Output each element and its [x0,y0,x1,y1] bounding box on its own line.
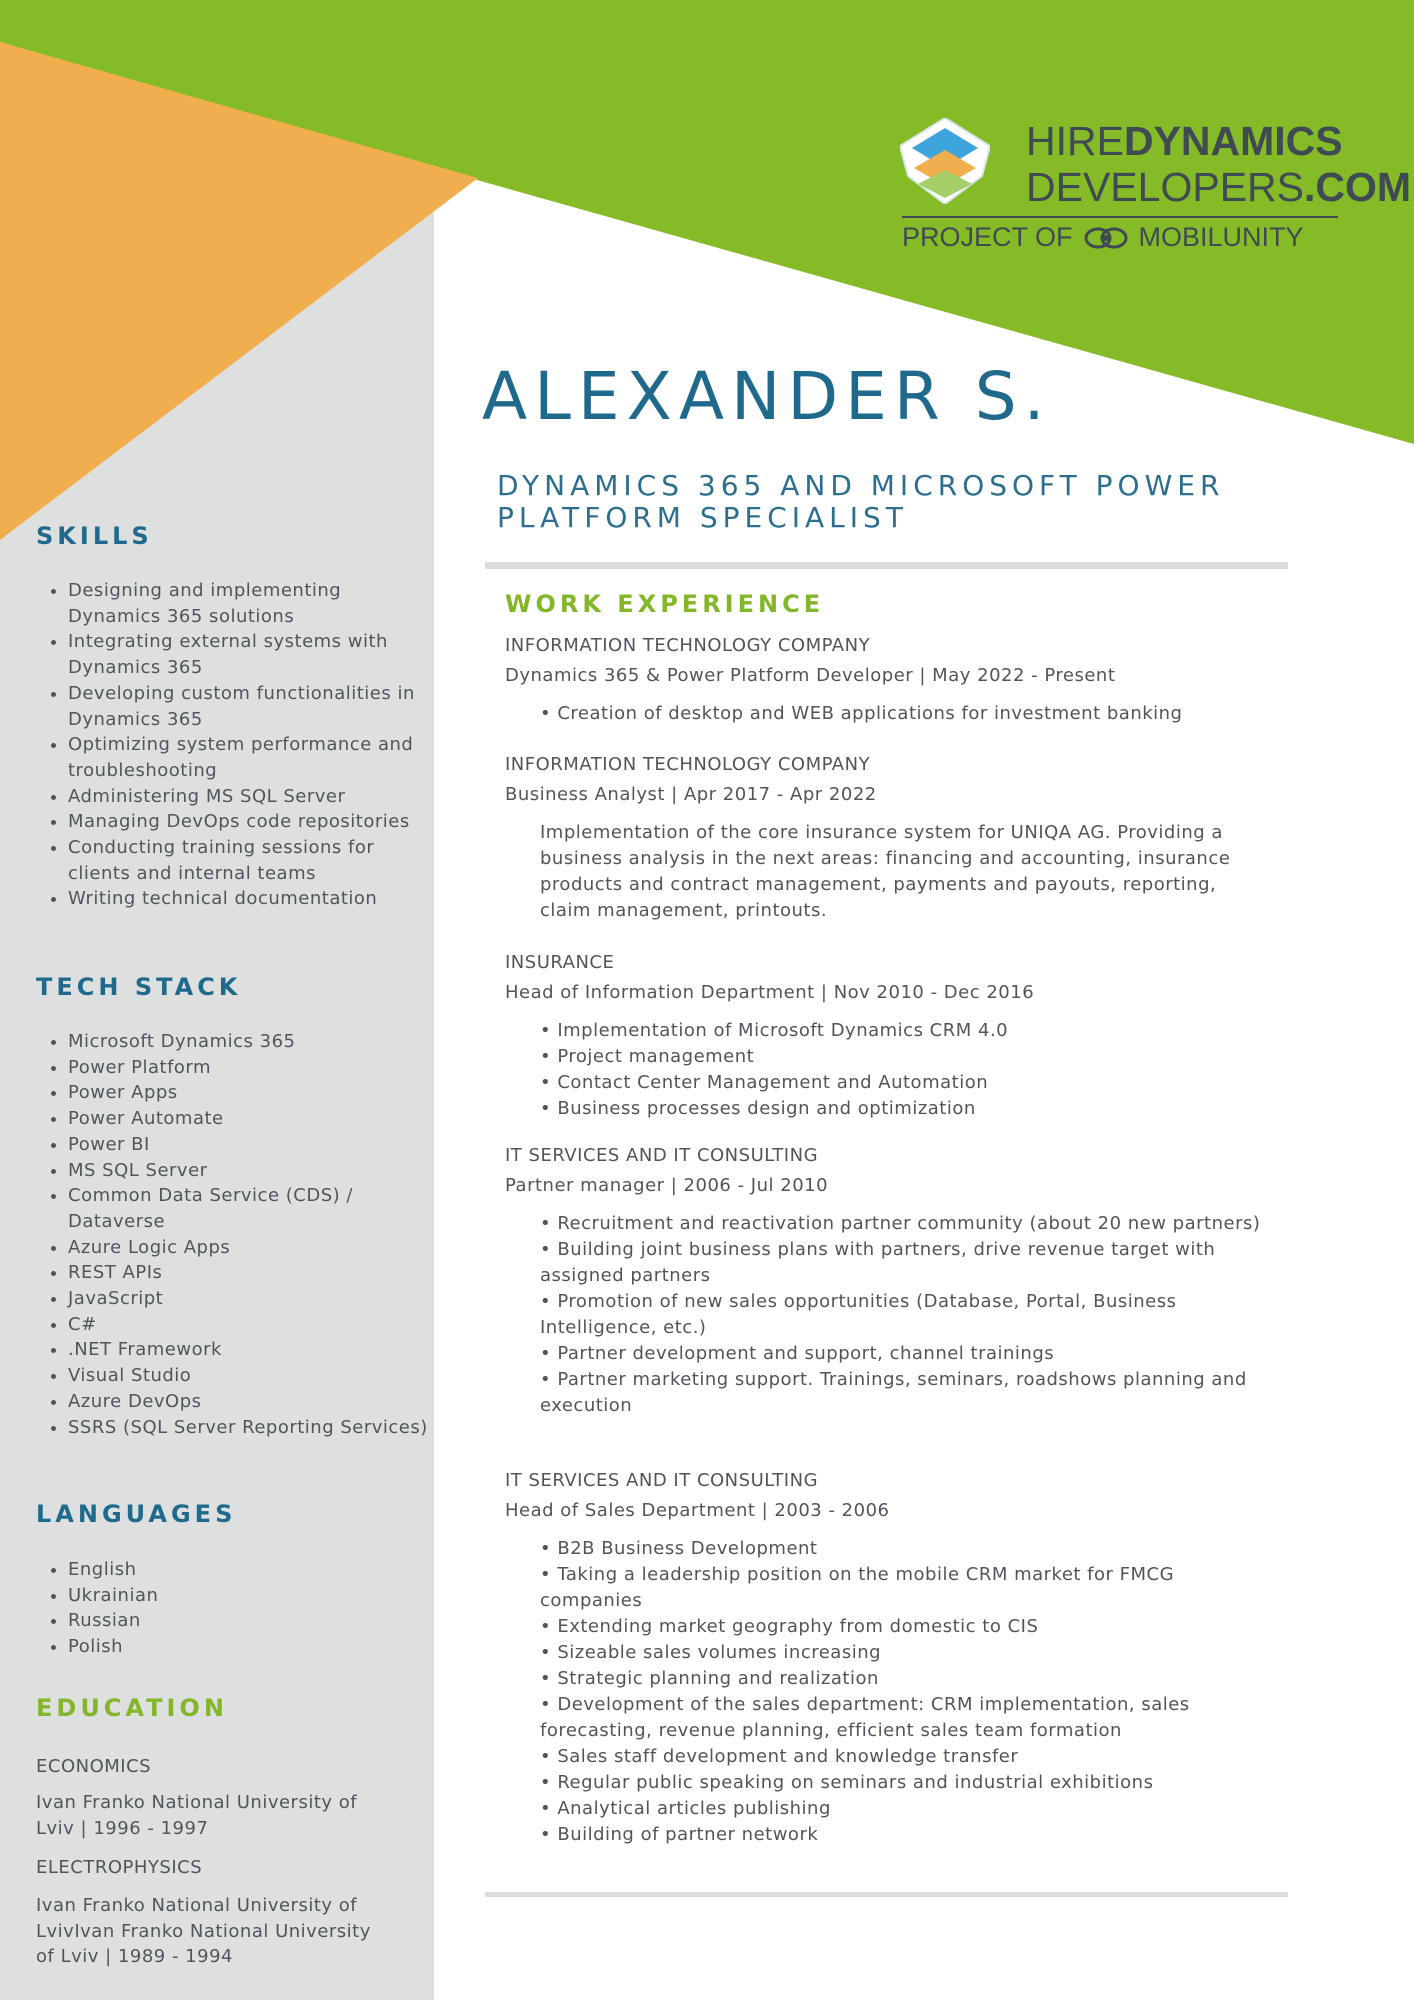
job-company: INSURANCE [505,952,615,973]
skill-item: • Administering MS SQL Server [68,784,428,810]
job-bullet: • Recruitment and reactivation partner community (about 20 new partners) [540,1213,1261,1234]
education-field: ELECTROPHYSICS [36,1857,203,1878]
job-entry [505,1466,1265,1848]
languages-heading: LANGUAGES [36,1500,237,1528]
skills-list [36,578,428,912]
job-bullet: • B2B Business Development [540,1538,818,1559]
job-bullets [540,1211,1265,1419]
bottom-divider [485,1892,1288,1897]
candidate-name: ALEXANDER S. [482,358,1052,435]
logo-text-line1: HIREDYNAMICS [1026,118,1343,164]
job-company: IT SERVICES AND IT CONSULTING [505,1145,819,1166]
job-bullet: • Partner development and support, channel trainings [540,1343,1055,1364]
job-bullets [540,1018,1265,1122]
company-logo [900,118,1412,258]
skill-item: • Designing and implementing Dynamics 365 solutions [68,578,428,629]
job-company: INFORMATION TECHNOLOGY COMPANY [505,635,871,656]
job-title: Dynamics 365 & Power Platform Developer | May 2022 - Present [505,665,1116,686]
tech-item: • Azure Logic Apps [68,1235,428,1261]
job-bullet: • Building of partner network [540,1824,819,1845]
job-entry [505,631,1265,727]
logo-divider [902,216,1338,218]
job-title: Partner manager | 2006 - Jul 2010 [505,1175,829,1196]
education-school: Ivan Franko National University of LvivIvan Franko National University of Lviv | 1989 - 1994 [36,1895,371,1968]
job-bullet: • Creation of desktop and WEB applications for investment banking [540,703,1183,724]
language-item: • Ukrainian [68,1583,428,1609]
top-divider [485,562,1288,569]
tech-item: • MS SQL Server [68,1158,428,1184]
job-bullet: • Implementation of Microsoft Dynamics CRM 4.0 [540,1020,1009,1041]
skill-item: • Conducting training sessions for clients and internal teams [68,835,428,886]
job-bullet: • Analytical articles publishing [540,1798,831,1819]
job-bullets [540,1536,1265,1848]
job-description: Implementation of the core insurance system for UNIQA AG. Providing a business analysis in the next areas: financing and accounting, insurance products and contract management, payments and payouts, reporting, claim management, printouts. [540,822,1231,921]
tech-item: • Power Automate [68,1106,428,1132]
tech-item: • Common Data Service (CDS) / Dataverse [68,1183,428,1234]
job-title: Business Analyst | Apr 2017 - Apr 2022 [505,784,877,805]
job-bullet: • Taking a leadership position on the mobile CRM market for FMCG companies [540,1564,1175,1611]
job-company: INFORMATION TECHNOLOGY COMPANY [505,754,871,775]
tech-item: • JavaScript [68,1286,428,1312]
job-company: IT SERVICES AND IT CONSULTING [505,1470,819,1491]
job-bullet: • Project management [540,1046,755,1067]
skill-item: • Writing technical documentation [68,886,428,912]
languages-list [36,1557,428,1660]
job-bullet: • Promotion of new sales opportunities (Database, Portal, Business Intelligence, etc.) [540,1291,1177,1338]
job-bullet: • Building joint business plans with partners, drive revenue target with assigned partners [540,1239,1216,1286]
tech-stack-heading: TECH STACK [36,973,242,1001]
job-bullet: • Extending market geography from domestic to CIS [540,1616,1039,1637]
education-school: Ivan Franko National University of Lviv | 1996 - 1997 [36,1792,358,1839]
logo-diamond-icon [900,118,990,204]
tech-item: • Power Apps [68,1080,428,1106]
skill-item: • Developing custom functionalities in Dynamics 365 [68,681,428,732]
education-field: ECONOMICS [36,1756,152,1777]
work-experience-heading: WORK EXPERIENCE [505,590,825,618]
job-bullet: • Partner marketing support. Trainings, seminars, roadshows planning and execution [540,1369,1247,1416]
logo-text-line2: DEVELOPERS.COM [1026,164,1412,210]
tech-item: • Power Platform [68,1055,428,1081]
mobilunity-knot-icon [1083,223,1129,253]
tech-item: • SSRS (SQL Server Reporting Services) [68,1415,428,1441]
tech-item: • Power BI [68,1132,428,1158]
tech-item: • C# [68,1312,428,1338]
job-title: Head of Sales Department | 2003 - 2006 [505,1500,890,1521]
job-entry [505,1141,1265,1419]
language-item: • Polish [68,1634,428,1660]
job-bullet: • Business processes design and optimization [540,1098,976,1119]
tech-item: • .NET Framework [68,1337,428,1363]
tech-item: • REST APIs [68,1260,428,1286]
job-entry [505,750,1265,924]
tech-item: • Azure DevOps [68,1389,428,1415]
tech-item: • Visual Studio [68,1363,428,1389]
tech-item: • Microsoft Dynamics 365 [68,1029,428,1055]
candidate-role: DYNAMICS 365 AND MICROSOFT POWER PLATFORM SPECIALIST [497,469,1225,534]
job-bullet: • Strategic planning and realization [540,1668,879,1689]
language-item: • English [68,1557,428,1583]
job-bullet: • Regular public speaking on seminars and industrial exhibitions [540,1772,1154,1793]
job-bullet: • Contact Center Management and Automation [540,1072,989,1093]
job-entry [505,948,1265,1122]
tech-stack-list [36,1029,428,1440]
job-bullet: • Development of the sales department: CRM implementation, sales forecasting, revenue planning, efficient sales team formation [540,1694,1190,1741]
job-bullet: • Sizeable sales volumes increasing [540,1642,882,1663]
skill-item: • Optimizing system performance and troubleshooting [68,732,428,783]
job-bullet: • Sales staff development and knowledge transfer [540,1746,1019,1767]
language-item: • Russian [68,1608,428,1634]
logo-text-line3: PROJECT OF MOBILUNITY [902,222,1304,252]
job-bullets [540,701,1265,727]
skills-heading: SKILLS [36,522,153,550]
education-heading: EDUCATION [36,1694,228,1722]
skill-item: • Integrating external systems with Dynamics 365 [68,629,428,680]
job-title: Head of Information Department | Nov 2010 - Dec 2016 [505,982,1035,1003]
skill-item: • Managing DevOps code repositories [68,809,428,835]
